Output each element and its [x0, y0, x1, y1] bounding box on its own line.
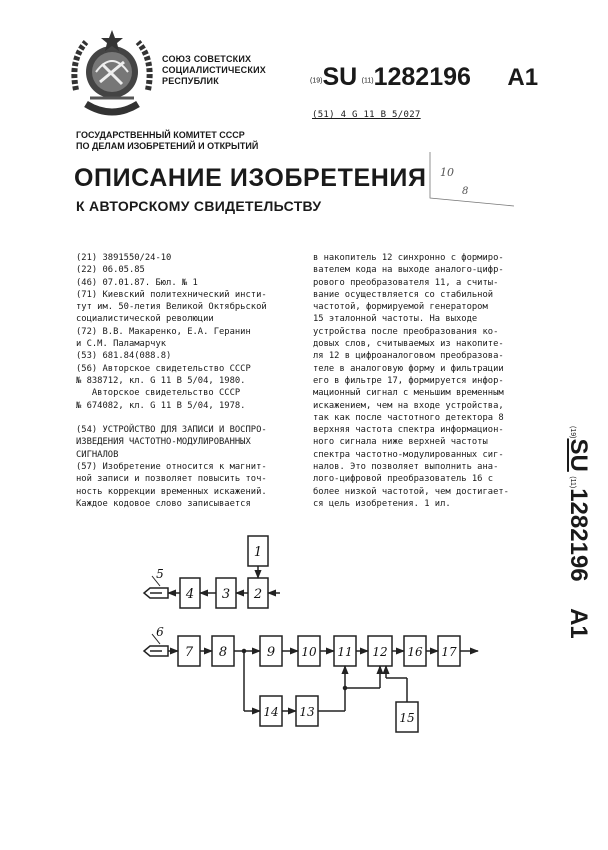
text-line: (57) Изобретение относится к магнит-: [76, 462, 267, 473]
text-line: лого-цифровой преобразователь 16 с: [313, 474, 494, 485]
committee-name: [76, 130, 258, 152]
document-subtitle: К АВТОРСКОМУ СВИДЕТЕЛЬСТВУ: [76, 198, 322, 214]
side-doc-number: 1282196: [565, 488, 592, 582]
block-4-label: 4: [185, 587, 195, 602]
org-line: СОЮЗ СОВЕТСКИХ: [162, 54, 252, 64]
block-diagram: [140, 528, 480, 738]
text-line: ля 12 в цифроаналоговом преобразова-: [313, 351, 504, 362]
side-prefix-11: (11): [569, 476, 576, 489]
text-line: (54) УСТРОЙСТВО ДЛЯ ЗАПИСИ И ВОСПРО-: [76, 425, 267, 436]
text-line: ного сигнала ниже верхней частоты: [313, 437, 488, 448]
text-line: тут им. 50-летия Великой Октябрьской: [76, 302, 267, 313]
state-emblem-icon: [66, 20, 158, 130]
text-line: в накопитель 12 синхронно с формиро-: [313, 253, 504, 263]
text-line: налов. Это позволяет выполнить ана-: [313, 462, 499, 473]
text-line: [76, 412, 302, 424]
text-line: (56) Авторское свидетельство СССР: [76, 363, 251, 374]
text-line: рового преобразователя 11, а считы-: [313, 277, 499, 288]
committee-line: ГОСУДАРСТВЕННЫЙ КОМИТЕТ СССР: [76, 130, 245, 140]
block-15-label: 15: [399, 711, 415, 725]
text-line: спектра частотно-модулированных сиг-: [313, 449, 504, 460]
text-line: более низкой частотой, чем достигает-: [313, 486, 509, 497]
text-line: Авторское свидетельство СССР: [76, 388, 241, 399]
block-2-label: 2: [253, 587, 263, 602]
block-7-label: 7: [184, 645, 194, 660]
document-title: ОПИСАНИЕ ИЗОБРЕТЕНИЯ: [74, 164, 427, 192]
text-line: вателем кода на выходе аналого-цифр-: [313, 265, 504, 276]
left-column-text: [76, 252, 302, 510]
block-3-label: 3: [221, 587, 231, 602]
text-line: устройства после преобразования ко-: [313, 326, 499, 337]
ipc-classification: (51) 4 G 11 B 5/027: [312, 110, 421, 120]
text-line: (72) В.В. Макаренко, Е.А. Геранин: [76, 326, 251, 337]
text-line: так как после частотного детектора 8: [313, 412, 504, 423]
text-line: СИГНАЛОВ: [76, 449, 119, 460]
kind-code: A1: [507, 64, 539, 91]
terminal-5-label: 5: [156, 567, 164, 581]
text-line: и С.М. Паламарчук: [76, 339, 167, 350]
text-line: ной записи и позволяет повысить точ-: [76, 474, 267, 485]
text-line: (21) 3891550/24-10: [76, 253, 172, 263]
block-1-label: 1: [253, 545, 263, 560]
block-17-label: 17: [441, 645, 457, 659]
text-line: (22) 06.05.85: [76, 265, 145, 276]
text-line: его в фильтре 17, формируется инфор-: [313, 375, 504, 386]
text-line: искажением, чем на входе устройства,: [313, 400, 504, 411]
text-line: частотой, формируемой генератором: [313, 302, 488, 313]
doc-prefix-19: (19): [310, 77, 323, 85]
org-name: [162, 54, 266, 87]
side-prefix-19: (19): [569, 426, 576, 439]
block-11-label: 11: [337, 645, 353, 659]
side-kind-code: A1: [565, 608, 592, 639]
right-column-text: [313, 252, 531, 510]
text-line: ИЗВЕДЕНИЯ ЧАСТОТНО-МОДУЛИРОВАННЫХ: [76, 437, 251, 448]
text-line: (53) 681.84(088.8): [76, 351, 172, 362]
doc-prefix-11: (11): [361, 77, 374, 85]
block-12-label: 12: [372, 645, 388, 659]
block-10-label: 10: [301, 645, 317, 659]
text-line: Каждое кодовое слово записывается: [76, 498, 251, 509]
text-line: ность коррекции временных искажений.: [76, 486, 267, 497]
side-document-number: [542, 426, 592, 716]
text-line: довых слов, считываемых из накопите-: [313, 339, 504, 350]
text-line: теле в аналоговую форму и фильтрации: [313, 363, 504, 374]
text-line: мационный сигнал с меньшим временным: [313, 388, 504, 399]
text-line: № 674082, кл. G 11 B 5/04, 1978.: [76, 400, 246, 411]
document-number: [310, 63, 538, 92]
text-line: (46) 07.01.87. Бюл. № 1: [76, 277, 198, 288]
side-country-code: SU: [565, 438, 592, 472]
block-13-label: 13: [299, 705, 315, 719]
org-line: СОЦИАЛИСТИЧЕСКИХ: [162, 65, 266, 75]
text-line: вание осуществляется со стабильной: [313, 289, 494, 300]
text-line: 15 эталонной частоты. На выходе: [313, 314, 478, 325]
block-14-label: 14: [263, 705, 279, 719]
terminal-6-label: 6: [156, 625, 164, 639]
text-line: социалистической революции: [76, 314, 214, 325]
country-code: SU: [322, 63, 358, 91]
committee-line: ПО ДЕЛАМ ИЗОБРЕТЕНИЙ И ОТКРЫТИЙ: [76, 141, 259, 151]
stamp-line2: 8: [462, 186, 469, 197]
text-line: (71) Киевский политехнический инсти-: [76, 289, 267, 300]
text-line: ся цель изобретения. 1 ил.: [313, 498, 451, 509]
org-line: РЕСПУБЛИК: [162, 76, 219, 86]
block-9-label: 9: [266, 645, 276, 660]
doc-number: 1282196: [373, 63, 471, 91]
handwritten-stamp: [410, 148, 520, 208]
block-8-label: 8: [218, 645, 228, 660]
text-line: верхняя частота спектра информацион-: [313, 425, 504, 436]
block-16-label: 16: [407, 645, 423, 659]
stamp-line1: 10: [440, 166, 454, 179]
text-line: № 838712, кл. G 11 B 5/04, 1980.: [76, 375, 246, 386]
